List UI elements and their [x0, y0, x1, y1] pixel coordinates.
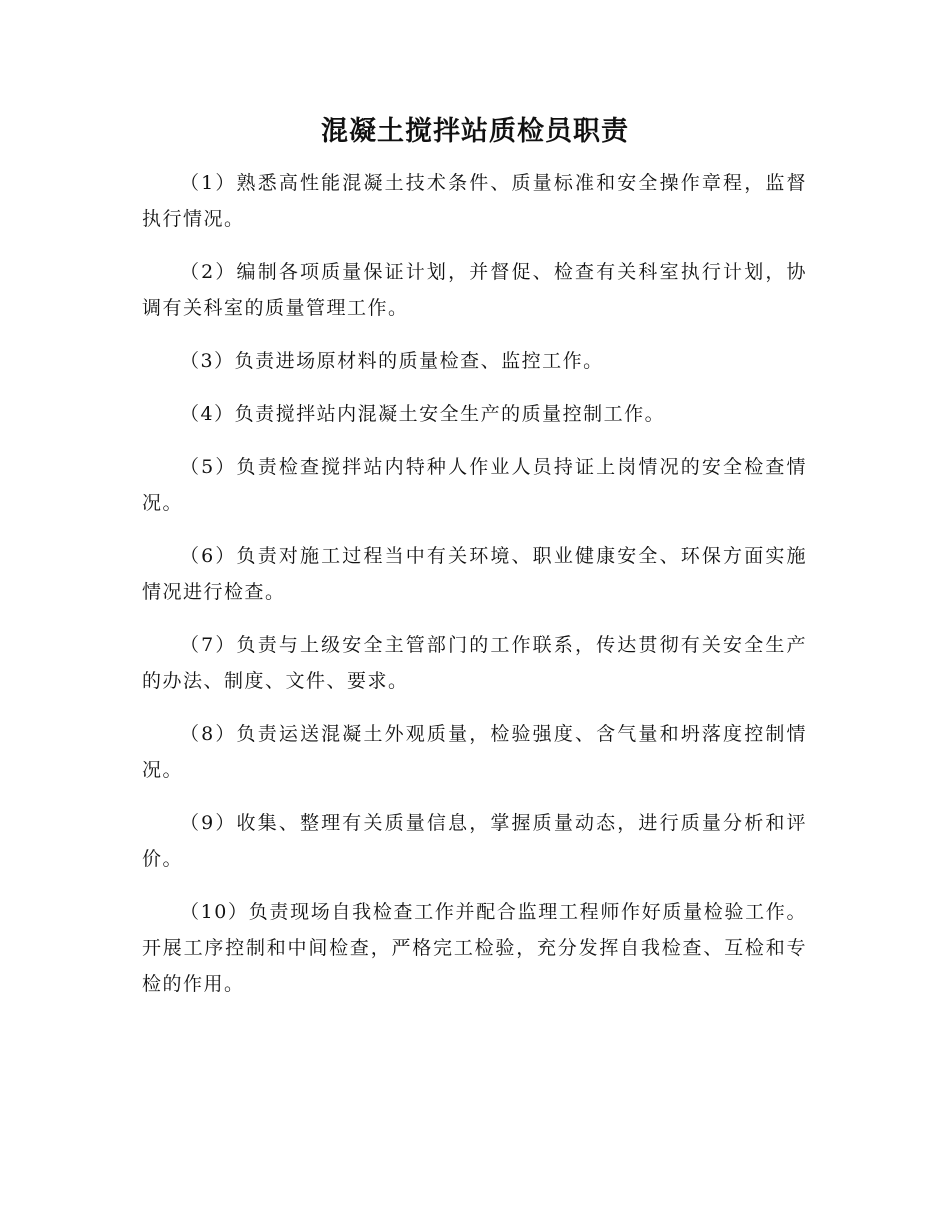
paragraph-1: （1）熟悉高性能混凝土技术条件、质量标准和安全操作章程，监督执行情况。 [142, 172, 807, 230]
paragraph-5: （5）负责检查搅拌站内特种人作业人员持证上岗情况的安全检查情况。 [142, 456, 807, 514]
paragraph-9: （9）收集、整理有关质量信息，掌握质量动态，进行质量分析和评价。 [142, 812, 807, 870]
paragraph-7: （7）负责与上级安全主管部门的工作联系，传达贯彻有关安全生产的办法、制度、文件、要求。 [142, 634, 807, 692]
paragraph-4: （4）负责搅拌站内混凝土安全生产的质量控制工作。 [180, 403, 666, 425]
document-title: 混凝土搅拌站质检员职责 [321, 116, 629, 147]
paragraph-3: （3）负责进场原材料的质量检查、监控工作。 [180, 350, 604, 372]
paragraph-6: （6）负责对施工过程当中有关环境、职业健康安全、环保方面实施情况进行检查。 [142, 545, 807, 603]
document-body [142, 165, 807, 1019]
paragraph-10: （10）负责现场自我检查工作并配合监理工程师作好质量检验工作。开展工序控制和中间检查，严格完工检验，充分发挥自我检查、互检和专检的作用。 [142, 901, 807, 995]
paragraph-2: （2）编制各项质量保证计划，并督促、检查有关科室执行计划，协调有关科室的质量管理工作。 [142, 261, 807, 319]
paragraph-8: （8）负责运送混凝土外观质量，检验强度、含气量和坍落度控制情况。 [142, 723, 807, 781]
